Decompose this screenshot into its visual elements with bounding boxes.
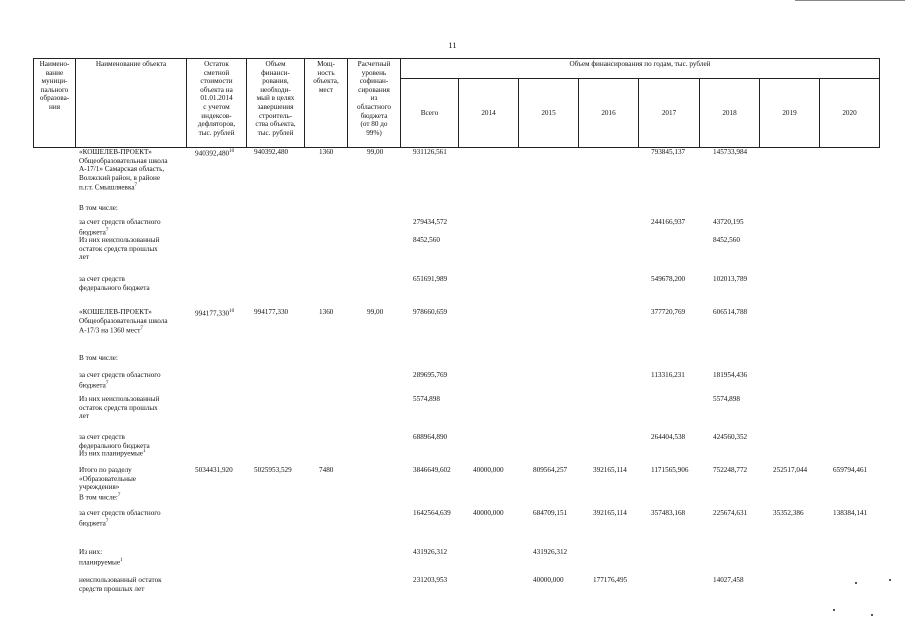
cell-text: 752248,772 — [713, 466, 748, 474]
cell-volume — [254, 148, 309, 157]
cell-y2018 — [713, 433, 773, 442]
cell-text: «КОШЕЛЕВ-ПРОЕКТ» Общеобразовательная школа А-17/1» Самарская область, Волжский район, в районе п.г.т. Смышляевка — [79, 148, 168, 192]
cell-text: 138384,141 — [833, 509, 868, 517]
cell-y2017 — [651, 371, 711, 380]
cell-y2018 — [713, 148, 773, 157]
cell-y2015 — [533, 548, 593, 557]
footnote-marker: 7 — [140, 326, 143, 332]
cell-text: 177176,495 — [593, 576, 628, 584]
cell-y2017 — [651, 148, 711, 157]
scan-speck — [889, 579, 891, 581]
header-year-2015: 2015 — [541, 109, 556, 117]
cell-remaining — [195, 308, 255, 318]
cell-total — [413, 466, 473, 475]
cell-y2019 — [773, 466, 833, 475]
cell-text: 225674,631 — [713, 509, 748, 517]
cell-y2018 — [713, 275, 773, 284]
header-total: Всего — [420, 109, 439, 117]
cell-y2017 — [651, 509, 711, 518]
cell-text: 40000,000 — [533, 576, 564, 584]
cell-y2018 — [713, 236, 773, 245]
cell-text: 392165,114 — [593, 509, 627, 517]
cell-y2018 — [713, 466, 773, 475]
cell-text: 431926,312 — [413, 548, 448, 556]
cell-name — [79, 148, 197, 192]
cell-name — [79, 576, 197, 593]
cell-text: 99,00 — [367, 148, 384, 156]
scan-speck — [833, 609, 835, 611]
cell-name — [79, 509, 197, 528]
cell-text: 978660,659 — [413, 308, 448, 316]
cell-name — [79, 466, 197, 502]
header-top-border — [33, 58, 880, 59]
cell-text: 1171565,906 — [651, 466, 689, 474]
cell-text: 3846649,602 — [413, 466, 451, 474]
cell-text: неиспользованный остаток средств прошлых лет — [79, 576, 162, 593]
cell-text: 5034431,920 — [195, 466, 233, 474]
header-years-divider — [400, 78, 880, 79]
cell-text: 7480 — [319, 466, 334, 474]
cell-y2016 — [593, 466, 653, 475]
cell-cofin — [367, 308, 399, 317]
header-capacity: Мощ- ность объекта, мест — [313, 60, 339, 94]
cell-y2017 — [651, 275, 711, 284]
cell-text: 1642564,639 — [413, 509, 451, 517]
cell-capacity — [319, 466, 349, 475]
cell-y2020 — [833, 466, 893, 475]
cell-total — [413, 218, 473, 227]
cell-text: В том числе: — [79, 354, 118, 362]
cell-text: 994177,330 — [254, 308, 289, 316]
cell-text: 99,00 — [367, 308, 384, 316]
cell-text: 5574,898 — [413, 395, 440, 403]
footnote-marker: 10 — [229, 149, 235, 154]
cell-text: 113316,231 — [651, 371, 685, 379]
header-year-2020: 2020 — [842, 109, 857, 117]
cell-y2019 — [773, 509, 833, 518]
cell-name — [79, 218, 197, 237]
cell-name — [79, 371, 197, 390]
header-year-2018: 2018 — [722, 109, 737, 117]
footnote-marker: 10 — [229, 309, 235, 314]
cell-total — [413, 275, 473, 284]
cell-text: 431926,312 — [533, 548, 568, 556]
cell-text: 940392,480 — [195, 149, 230, 158]
cell-total — [413, 308, 473, 317]
cell-text: Из них неиспользованный остаток средств прошлых лет — [79, 236, 160, 262]
header-year-2019: 2019 — [782, 109, 797, 117]
cell-text: 40000,000 — [473, 509, 504, 517]
cell-y2016 — [593, 576, 653, 585]
header-object-name: Наименование объекта — [95, 60, 167, 68]
cell-remaining — [195, 466, 255, 475]
header-year-2016: 2016 — [601, 109, 616, 117]
cell-text: 809564,257 — [533, 466, 568, 474]
cell-remaining — [195, 148, 255, 158]
cell-name — [79, 275, 197, 292]
header-cofinancing: Расчетный уровень софинан- сирования из областного бюджета (от 80 до 99%) — [357, 60, 391, 137]
footnote-marker: 1 — [120, 557, 123, 563]
cell-volume — [254, 308, 309, 317]
cell-total — [413, 433, 473, 442]
footnote-marker: 7 — [117, 492, 121, 498]
cell-y2015 — [533, 509, 593, 518]
cell-text: 994177,330 — [195, 309, 230, 318]
table-header — [33, 58, 880, 148]
cell-text: 1360 — [319, 308, 334, 316]
table-body — [33, 148, 880, 629]
cell-y2017 — [651, 466, 711, 475]
cell-text: 549678,200 — [651, 275, 686, 283]
cell-y2017 — [651, 433, 711, 442]
cell-text: 651691,989 — [413, 275, 448, 283]
cell-text: 181954,436 — [713, 371, 748, 379]
cell-text: за счет средств федерального бюджета — [79, 433, 150, 450]
cell-text: 289695,769 — [413, 371, 448, 379]
cell-text: 40000,000 — [473, 466, 504, 474]
cell-text: 940392,480 — [254, 148, 289, 156]
footnote-marker: 7 — [105, 518, 109, 524]
cell-text: 684709,151 — [533, 509, 568, 517]
cell-text: Итого по разделу «Образовательные учреждения» В том числе: — [79, 466, 136, 502]
cell-text: 145733,984 — [713, 148, 748, 156]
cell-text: 357483,168 — [651, 509, 686, 517]
cell-text: 392165,114 — [593, 466, 627, 474]
scan-speck — [871, 614, 873, 616]
cell-y2015 — [533, 466, 593, 475]
cell-text: 252517,044 — [773, 466, 808, 474]
footnote-marker: 1 — [142, 449, 146, 454]
cell-y2018 — [713, 509, 773, 518]
cell-y2016 — [593, 509, 653, 518]
cell-total — [413, 371, 473, 380]
cell-text: 35352,386 — [773, 509, 804, 517]
cell-text: 43720,195 — [713, 218, 744, 226]
cell-y2014 — [473, 466, 533, 475]
cell-name — [79, 204, 197, 213]
cell-text: 8452,560 — [413, 236, 440, 244]
col-border-6 — [400, 58, 401, 148]
header-financing-volume: Объем финанси- рования, необходи- мый в целях завершения строитель- ства объекта, тыс. рублей — [255, 60, 296, 137]
header-by-years: Объем финансирования по годам, тыс. рублей — [569, 60, 711, 68]
cell-total — [413, 395, 473, 404]
cell-total — [413, 509, 473, 518]
cell-text: 102013,789 — [713, 275, 748, 283]
scan-speck — [855, 582, 857, 584]
cell-total — [413, 576, 473, 585]
cell-text: 793845,137 — [651, 148, 686, 156]
footnote-marker: 7 — [105, 380, 109, 386]
cell-text: 1360 — [319, 148, 334, 156]
cell-text: 659794,461 — [833, 466, 868, 474]
cell-cofin — [367, 148, 399, 157]
cell-total — [413, 548, 473, 557]
cell-y2014 — [473, 509, 533, 518]
cell-capacity — [319, 148, 349, 157]
cell-text: 377720,769 — [651, 308, 686, 316]
cell-volume — [254, 466, 309, 475]
cell-name — [79, 236, 197, 262]
cell-text: 5574,898 — [713, 395, 740, 403]
footnote-marker: 7 — [105, 227, 109, 233]
cell-text: Из них: планируемые — [79, 548, 121, 566]
cell-name — [79, 448, 197, 458]
cell-text: 264404,538 — [651, 433, 686, 441]
cell-name — [79, 548, 197, 567]
cell-y2018 — [713, 576, 773, 585]
header-year-2017: 2017 — [661, 109, 677, 117]
cell-text: 931126,561 — [413, 148, 447, 156]
cell-text: 231203,953 — [413, 576, 448, 584]
footnote-marker: 7 — [134, 183, 138, 189]
cell-name — [79, 395, 197, 421]
cell-name — [79, 354, 197, 363]
cell-name — [79, 308, 197, 335]
cell-y2018 — [713, 371, 773, 380]
cell-text: 5025953,529 — [254, 466, 292, 474]
top-edge-line — [795, 0, 905, 1]
cell-text: за счет средств областного бюджета — [79, 371, 161, 389]
cell-text: 244166,937 — [651, 218, 686, 226]
cell-y2018 — [713, 395, 773, 404]
cell-y2018 — [713, 308, 773, 317]
cell-text: В том числе: — [79, 204, 118, 212]
col-border-1 — [75, 58, 76, 148]
cell-text: Из них планируемые — [79, 449, 143, 458]
cell-y2015 — [533, 576, 593, 585]
cell-text: 606514,788 — [713, 308, 748, 316]
header-year-2014: 2014 — [481, 109, 496, 117]
cell-text: за счет средств федерального бюджета — [79, 275, 150, 292]
header-municipality: Наимено- вание муници- пального образова- ния — [39, 60, 70, 111]
cell-text: за счет средств областного бюджета — [79, 218, 161, 236]
cell-text: Из них неиспользованный остаток средств прошлых лет — [79, 395, 160, 421]
cell-y2017 — [651, 308, 711, 317]
cell-text: 688964,890 — [413, 433, 448, 441]
cell-text: 424560,352 — [713, 433, 748, 441]
cell-text: 14027,458 — [713, 576, 744, 584]
col-border-14 — [879, 58, 880, 148]
cell-total — [413, 148, 473, 157]
cell-y2018 — [713, 218, 773, 227]
cell-text: 279434,572 — [413, 218, 448, 226]
cell-text: «КОШЕЛЕВ-ПРОЕКТ» Общеобразовательная школа А-17/3 на 1360 мест — [79, 308, 168, 335]
cell-text: 8452,560 — [713, 236, 740, 244]
cell-y2017 — [651, 218, 711, 227]
cell-y2020 — [833, 509, 893, 518]
cell-total — [413, 236, 473, 245]
cell-capacity — [319, 308, 349, 317]
cell-text: за счет средств областного бюджета — [79, 509, 161, 527]
page-number: 11 — [448, 40, 457, 50]
header-remaining-cost: Остаток сметной стоимости объекта на 01.01.2014 с учетом индексов- дефляторов, тыс. рублей — [197, 60, 236, 137]
